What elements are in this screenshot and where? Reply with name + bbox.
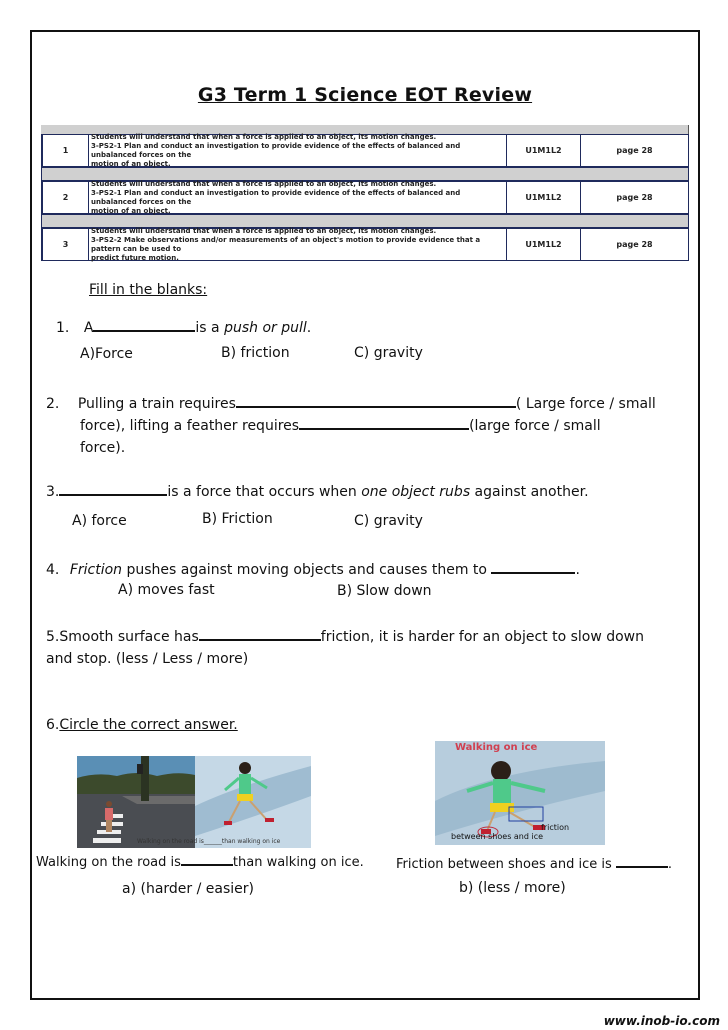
q6b-options[interactable]: b) (less / more) <box>459 880 566 896</box>
question-text: . <box>306 320 312 336</box>
answer-blank[interactable] <box>181 854 233 866</box>
question-1 <box>56 318 311 336</box>
lesson-code: U1M1L2 <box>507 229 581 260</box>
question-3 <box>46 482 589 500</box>
question-text: force), lifting a feather requires <box>80 418 300 434</box>
question-instruction: Circle the correct answer. <box>59 717 238 733</box>
question-6a <box>36 854 364 870</box>
lesson-code: U1M1L2 <box>507 135 581 166</box>
row-description <box>89 226 507 262</box>
q3-option-a[interactable]: A) force <box>72 513 127 529</box>
row-description <box>89 179 507 215</box>
description-line: Students will understand that when a force is applied to an object, its motion changes. <box>91 179 437 188</box>
description-line: 3-PS2-2 Make observations and/or measurements of an object's motion to provide evidence that a pattern can be used to <box>91 235 481 253</box>
worksheet-page <box>30 30 700 1000</box>
q6a-options[interactable]: a) (harder / easier) <box>122 881 254 897</box>
row-number: 1 <box>43 135 89 166</box>
image-label: between shoes and ice <box>451 832 544 841</box>
image-title: Walking on ice <box>455 742 538 753</box>
answer-blank[interactable] <box>616 856 668 868</box>
question-number: 2. <box>46 396 60 412</box>
question-text: against another. <box>470 484 589 500</box>
answer-blank[interactable] <box>199 627 321 641</box>
page-ref: page 28 <box>616 193 653 202</box>
q1-option-a[interactable]: A)Force <box>80 346 133 362</box>
question-emphasis: push or pull <box>224 320 307 336</box>
description-line: predict future motion. <box>91 253 179 262</box>
question-text: and stop. (less / Less / more) <box>46 651 249 667</box>
q1-option-b[interactable]: B) friction <box>221 345 290 361</box>
question-number: 4. <box>46 562 60 578</box>
table-row <box>41 228 689 261</box>
description-line: Students will understand that when a force is applied to an object, its motion changes. <box>91 226 437 235</box>
question-text: is a force that occurs when <box>167 484 362 500</box>
row-number: 3 <box>43 229 89 260</box>
question-6-heading <box>46 717 238 733</box>
question-emphasis: Friction <box>69 562 123 578</box>
page-ref: page 28 <box>616 146 653 155</box>
walking-on-ice-image <box>435 741 605 845</box>
question-number: 3. <box>46 484 60 500</box>
answer-blank[interactable] <box>93 318 195 332</box>
description-line: motion of an object. <box>91 206 171 215</box>
question-text: Pulling a train requires <box>77 396 236 412</box>
question-text: A <box>83 320 94 336</box>
question-5 <box>46 626 696 670</box>
page-title: G3 Term 1 Science EOT Review <box>197 84 533 106</box>
row-description <box>89 132 507 168</box>
question-6b <box>396 856 672 872</box>
row-number: 2 <box>43 182 89 213</box>
question-2 <box>46 393 686 459</box>
question-number: 1. <box>56 320 70 336</box>
answer-blank[interactable] <box>59 482 167 496</box>
question-text: is a <box>195 320 225 336</box>
answer-blank[interactable] <box>236 394 516 408</box>
description-line: 3-PS2-1 Plan and conduct an investigation to provide evidence of the effects of balanced and unbalanced forces on the <box>91 141 461 159</box>
question-number: 6. <box>46 717 60 733</box>
road-crossing-illustration <box>77 756 311 848</box>
image-caption: Walking on the road is______than walking on ice <box>137 838 281 845</box>
answer-blank[interactable] <box>491 560 575 574</box>
question-number: 5. <box>46 629 60 645</box>
question-text: . <box>667 857 673 872</box>
answer-blank[interactable] <box>299 416 469 430</box>
description-line: 3-PS2-1 Plan and conduct an investigation to provide evidence of the effects of balanced and unbalanced forces on the <box>91 188 461 206</box>
description-line: motion of an object. <box>91 159 171 168</box>
lesson-code: U1M1L2 <box>507 182 581 213</box>
question-text: Walking on the road is <box>36 855 181 870</box>
road-vs-ice-image <box>77 756 311 848</box>
q1-option-c[interactable]: C) gravity <box>354 345 423 361</box>
question-text: than walking on ice. <box>232 855 364 870</box>
table-row <box>41 134 689 167</box>
q3-option-b[interactable]: B) Friction <box>202 511 273 527</box>
q4-option-a[interactable]: A) moves fast <box>118 582 215 598</box>
question-text: pushes against moving objects and causes them to <box>122 562 492 578</box>
footer-website[interactable]: www.inob-io.com <box>603 1014 720 1028</box>
table-row <box>41 181 689 214</box>
description-line: Students will understand that when a force is applied to an object, its motion changes. <box>91 132 437 141</box>
ice-walking-illustration <box>435 741 605 845</box>
question-text: friction, it is harder for an object to slow down <box>320 629 645 645</box>
section-heading: Fill in the blanks: <box>89 282 208 298</box>
standards-table <box>41 125 689 261</box>
question-text: force). <box>80 440 126 456</box>
question-text: (large force / small <box>469 418 601 434</box>
q3-option-c[interactable]: C) gravity <box>354 513 423 529</box>
page-ref: page 28 <box>616 240 653 249</box>
question-text: . <box>575 562 580 578</box>
q4-option-b[interactable]: B) Slow down <box>337 583 432 599</box>
image-label: friction <box>541 823 570 832</box>
question-text: Friction between shoes and ice is <box>396 857 616 872</box>
question-text: ( Large force / small <box>515 396 656 412</box>
question-4 <box>46 560 580 578</box>
question-emphasis: one object rubs <box>361 484 471 500</box>
question-text: Smooth surface has <box>59 629 199 645</box>
